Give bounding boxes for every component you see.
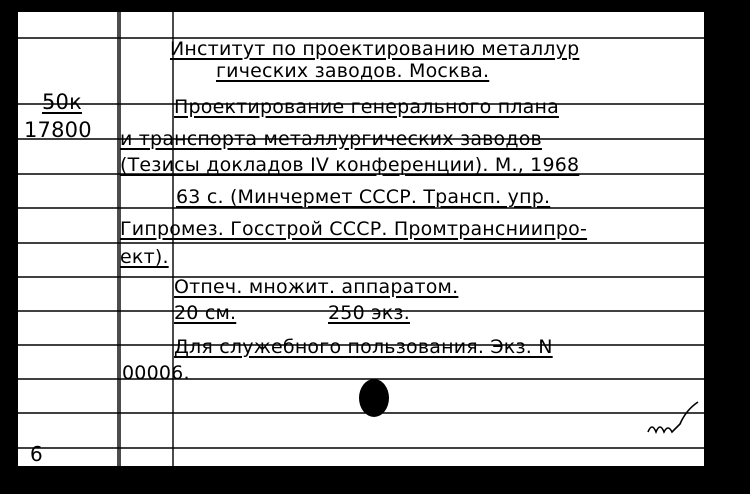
title-line-1: Проектирование генерального плана — [174, 96, 559, 118]
restriction-note: Для служебного пользования. Экз. N — [174, 336, 553, 358]
corner-mark: 6 — [30, 442, 43, 466]
punch-hole — [359, 379, 389, 417]
call-number-top: 50к — [42, 90, 83, 114]
series-end: ект). — [120, 246, 169, 268]
author-line-2: гических заводов. Москва. — [216, 60, 490, 82]
series-line: Гипромез. Госстрой СССР. Промтрансниипро- — [120, 218, 588, 240]
call-number-bottom: 17800 — [24, 118, 92, 142]
title-line-2: и транспорта металлургических заводов — [120, 128, 542, 150]
size-note: 20 см. — [174, 302, 237, 324]
print-note: Отпеч. множит. аппаратом. — [174, 276, 459, 298]
author-line-1: Институт по проектированию металлур — [170, 38, 580, 60]
signature-mark — [646, 398, 702, 442]
copy-number: 00006. — [122, 362, 190, 384]
catalog-card — [18, 12, 704, 466]
title-line-3: (Тезисы докладов IV конференции). М., 1968 — [120, 154, 580, 176]
pages-line: 63 с. (Минчермет СССР. Трансп. упр. — [176, 186, 551, 208]
copies-note: 250 экз. — [328, 302, 410, 324]
